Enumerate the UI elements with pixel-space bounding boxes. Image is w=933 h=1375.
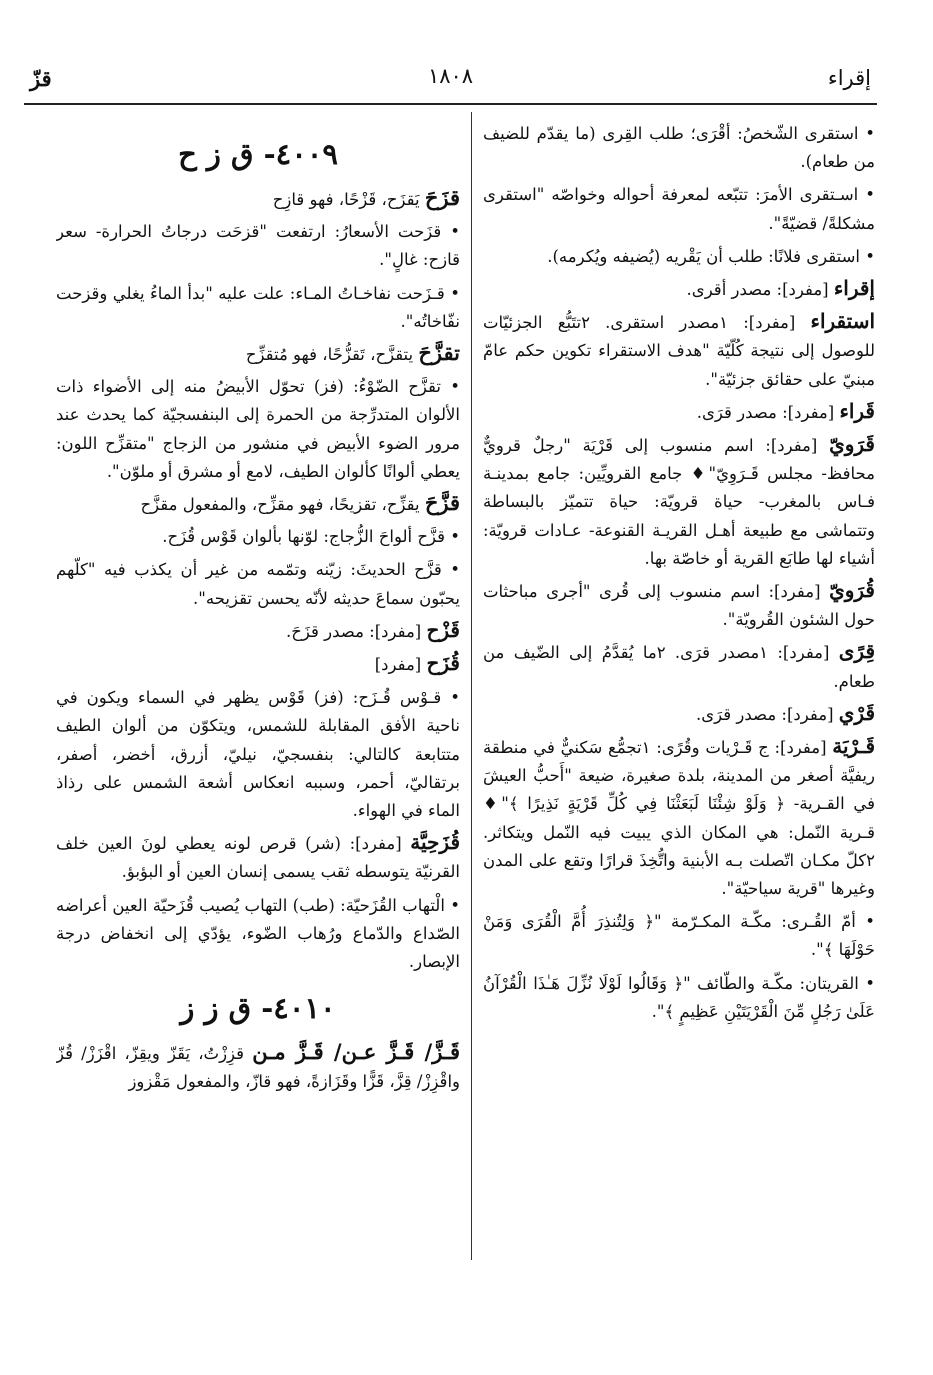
entry-headword: قُرَويّ xyxy=(829,578,875,603)
entry-headword: قُزَحِيَّة xyxy=(410,830,460,855)
dictionary-entry xyxy=(56,1038,460,1096)
entry-definition: • تقزَّح الضّوْءُ: (فز) تحوّل الأبيضُ منه إلى الأضواء ذات الألوان المتدرِّجة من الحمرة إلى البنفسجيّة كما يحدث عند مرور الضوء الأبيض في منشور من الزجاج "متقزِّح اللون: يعطي ألوانًا كألوان الطيف، لامع أو مشرق أو ملوّن". xyxy=(56,377,460,481)
entry-definition: [مفرد]: ١مصدر قرَى. ٢ما يُقدَّمُ إلى الضّيف من طعام. xyxy=(483,643,875,691)
dictionary-entry xyxy=(483,307,875,394)
entry-headword: قَرْي xyxy=(838,700,875,725)
entry-definition: • القريتان: مكّـة والطّائف "﴿ وَقَالُوا لَوْلَا نُزِّلَ هَـٰذَا الْقُرْآنُ عَلَىٰ رَجُلٍ مِّنَ الْقَرْيَتَيْنِ عَظِيمٍ ﴾". xyxy=(483,973,875,1021)
entry-definition: يقزِّح، تقزيحًا، فهو مقزِّح، والمفعول مقزَّح xyxy=(140,495,425,515)
entry-headword: قَراء xyxy=(839,398,875,423)
dictionary-entry xyxy=(483,397,875,427)
dictionary-entry xyxy=(483,274,875,304)
entry-headword: قزَّحَ xyxy=(424,490,460,516)
dictionary-entry xyxy=(56,184,460,214)
dictionary-entry xyxy=(56,890,460,977)
entry-headword: استقراء xyxy=(810,309,875,334)
entry-headword: قُزَح xyxy=(426,651,460,676)
page-header xyxy=(24,60,877,100)
header-rule xyxy=(24,103,877,105)
entry-headword: قزَحَ xyxy=(424,185,460,210)
entry-definition: • استقرى الشّخصُ: أقْرَى؛ طلب القِرى (ما يقدّم للضيف من طعام). xyxy=(483,124,875,172)
entry-definition: [مفرد]: اسم منسوب إلى قَرْيَة "رجلٌ قرويٌّ محافظ- مجلس قَـرَوِيّ"♦ جامع القرويِّين: جامع بمدينـة فـاس بالمغرب- حياة قرويّة: حياة تتميّز بالبساطة وتتماشى مع طبيعة أهـل القريـة القنوعة- عـادات قرويّة: أشياء لها طابَع القرية أو خاصّة بها. xyxy=(483,436,875,568)
dictionary-entry xyxy=(56,554,460,612)
entry-headword: قَـزَّ/ قَـزَّ عـن/ قَـزَّ مـن xyxy=(252,1039,460,1065)
dictionary-entry xyxy=(56,521,460,551)
entry-definition: • اسـتقرى الأمرَ: تتبّعه لمعرفة أحواله وخواصّه "استقرى مشكلةً/ قضيّةً". xyxy=(483,185,875,233)
dictionary-entry xyxy=(56,371,460,486)
dictionary-entry xyxy=(483,699,875,729)
entry-definition: [مفرد]: مصدر أقرى. xyxy=(686,280,834,300)
page-number: ١٨٠٨ xyxy=(427,64,474,88)
left-column xyxy=(56,118,460,1268)
entry-definition: • قزَّح ألواحَ الزُّجاج: لوّنها بألوان قَوْس قُزَح. xyxy=(162,527,460,547)
entry-definition: [مفرد]: مصدر قرَى. xyxy=(696,402,840,422)
column-divider xyxy=(471,112,472,1260)
entry-definition: [مفرد]: (شر) قرص لونه يعطي لونَ العين خلف القرنيّة يتوسطه ثقب يسمى إنسان العين أو البؤبؤ. xyxy=(56,834,460,882)
entry-definition: [مفرد]: مصدر قزَحَ. xyxy=(286,621,427,641)
dictionary-entry xyxy=(56,682,460,825)
dictionary-entry xyxy=(483,637,875,695)
entry-definition: • قـوْس قُـزَح: (فز) قَوْس يظهر في السماء ويكون في ناحية الأفق المقابلة للشمس، ويتكوّن من ألوان الطيف متتابعة كالتالي: بنفسجيّ، نيليّ، أزرق، أخضر، أصفر، برتقاليّ، أحمر، وسببه انعكاس أشعة الشمس على رذاذ الماء في الهواء. xyxy=(56,688,460,821)
entry-headword: قَرَويّ xyxy=(829,432,875,457)
dictionary-entry xyxy=(56,278,460,336)
dictionary-entry xyxy=(56,489,460,519)
entry-definition: • الْتهاب القُزَحيّة: (طب) التهاب يُصيب قُزَحيّة العين أعراضه الصّداع والدّماع ورُهاب الضّوء، يؤدّي إلى انخفاض درجة الإبصار. xyxy=(56,895,460,972)
entry-headword: إقراء xyxy=(833,276,875,301)
entry-definition: • أمّ القُـرى: مكّـة المكـرّمة "﴿ وَلِتُنذِرَ أُمَّ الْقُرَى وَمَنْ حَوْلَهَا ﴾". xyxy=(483,912,875,960)
dictionary-entry xyxy=(56,616,460,646)
dictionary-entry xyxy=(56,649,460,679)
entry-headword: قَزْح xyxy=(426,617,460,642)
header-first-word: إقراء xyxy=(827,66,871,90)
entry-definition: [مفرد]: اسم منسوب إلى قُرى "أجرى مباحثات حول الشئون القُرويّة". xyxy=(483,582,875,630)
entry-headword: قَـرْيَة xyxy=(832,734,875,759)
entry-definition: • قزَّح الحديثَ: زيّنه وتمّمه من غير أن يكذب فيه "كلّهم يحبّون سماعَ حديثه لأنّه يحسن تقزيحه". xyxy=(56,560,460,608)
entry-definition: يتقزَّح، تَقزُّحًا، فهو مُتقزِّح xyxy=(245,345,419,365)
dictionary-entry xyxy=(483,968,875,1026)
entry-definition: • استقرى فلانًا: طلب أن يَقْريه (يُضيفه ويُكرمه). xyxy=(547,246,875,266)
entry-definition: • قـزَحت نفاخـاتُ المـاء: علت عليه "بدأ الماءُ يغلي وقزحت نفّاخاتُه". xyxy=(56,283,460,331)
dictionary-entry xyxy=(483,906,875,964)
dictionary-entry xyxy=(56,216,460,274)
dictionary-entry xyxy=(483,732,875,903)
dictionary-entry xyxy=(483,118,875,176)
dictionary-entry xyxy=(56,828,460,886)
root-heading: ٤٠١٠- ق ز ز xyxy=(180,991,336,1026)
entry-definition: قزِزْتُ، يَقَزّ ويقِزّ، اقْزَزْ/ قُزّ واقْزِزْ/ قِزَّ، قَزًّا وقَزَازةً، فهو قازّ، والمفعول مَقْزوز xyxy=(56,1044,460,1092)
dictionary-entry xyxy=(56,339,460,369)
entry-headword: قِرًى xyxy=(838,639,875,664)
dictionary-entry xyxy=(483,241,875,271)
entry-definition: [مفرد] xyxy=(374,655,427,675)
entry-definition: يَقزَح، قَزْحًا، فهو قازِح xyxy=(272,190,425,209)
entry-definition: [مفرد]: ج قَـرْيات وقُرًى: ١تجمُّع سَكنيٌّ في منطقة ريفيَّة أصغر من المدينة، بلدة صغيرة، ضيعة "أَحبُّ العيشَ في القـرية- ﴿ وَلَوْ شِئْنَا لَبَعَثْنَا فِي كُلِّ قَرْيَةٍ نَذِيرًا ﴾"♦ قـرية النّمل: هي المكان الذي يبيت فيه النّمل ويتكاثر. ٢كلّ مكـان اتّصلت بـه الأبنية واتُّخِذَ قرارًا وتقع على المدن وغيرها "قرية سياحيّة". xyxy=(483,738,875,899)
entry-headword: تقزَّحَ xyxy=(418,340,460,366)
dictionary-entry xyxy=(483,430,875,573)
entry-definition: [مفرد]: مصدر قرَى. xyxy=(696,704,839,724)
dictionary-entry xyxy=(483,179,875,237)
right-column xyxy=(483,118,875,1268)
header-last-word: قزّ xyxy=(30,66,52,91)
root-heading: ٤٠٠٩- ق ز ح xyxy=(178,137,338,171)
dictionary-entry xyxy=(483,576,875,634)
entry-definition: [مفرد]: ١مصدر استقرى. ٢تتَبُّع الجزئيّات للوصول إلى نتيجة كُلّيّة "هدف الاستقراء تكوين حكم عامّ مبنيّ على حقائق جزئيّة". xyxy=(483,313,875,389)
entry-definition: • قزَحت الأسعارُ: ارتفعت "قزحَت درجاتُ الحرارة- سعر قازح: غالٍ". xyxy=(56,222,460,270)
